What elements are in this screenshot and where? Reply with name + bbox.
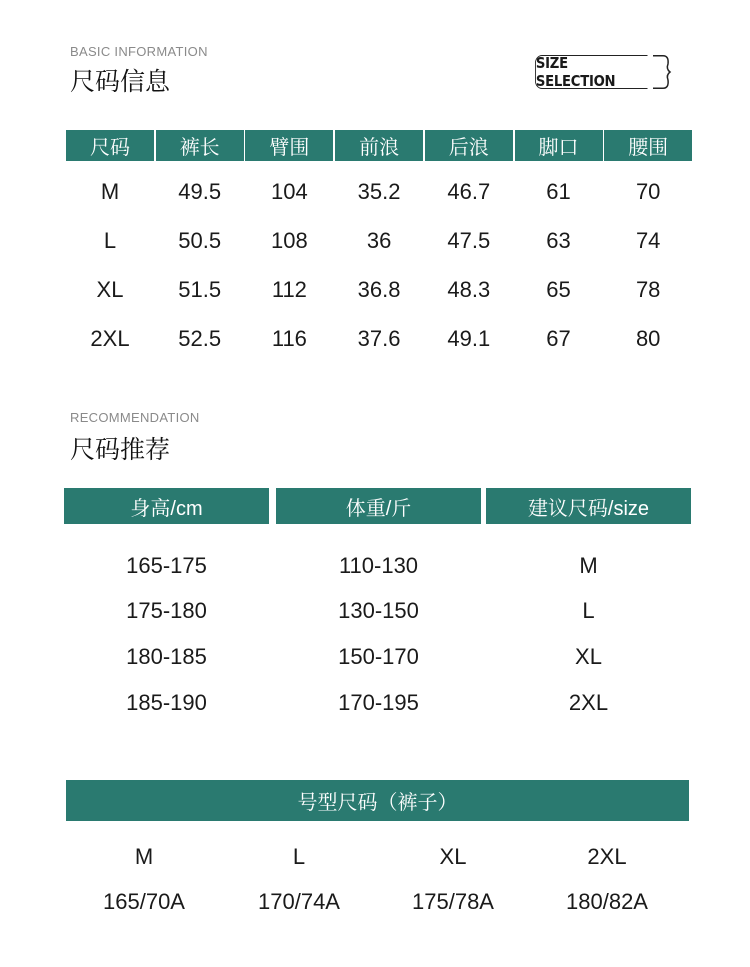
size-table-cell: 49.1 (447, 326, 491, 351)
size-table-cell: 49.5 (178, 179, 222, 204)
model-size-code: 170/74A (258, 889, 340, 914)
size-table-header: 臂围 (245, 130, 333, 161)
size-table-header: 前浪 (335, 130, 423, 161)
recommend-eyebrow: RECOMMENDATION (70, 410, 200, 425)
size-table-cell: 48.3 (447, 277, 491, 302)
size-table-cell: 52.5 (178, 326, 222, 351)
size-table-cell: L (103, 228, 117, 253)
size-table-header: 后浪 (425, 130, 513, 161)
model-size-code: 180/82A (566, 889, 648, 914)
model-size-label: 2XL (587, 844, 627, 869)
size-table-cell: 50.5 (178, 228, 222, 253)
model-size-label: M (134, 844, 154, 869)
size-table-cell: 74 (635, 228, 661, 253)
recommend-table-cell: L (582, 598, 595, 623)
model-size-label: XL (439, 844, 467, 869)
size-table-cell: 63 (546, 228, 571, 253)
recommend-section-title: 尺码推荐 (70, 436, 171, 464)
size-table-cell: 116 (271, 326, 307, 351)
recommend-table-cell: 150-170 (338, 644, 419, 669)
recommend-table-header: 身高/cm (64, 488, 269, 524)
recommend-table-cell: 130-150 (338, 598, 419, 623)
size-table-header: 裤长 (156, 130, 244, 161)
recommend-table-cell: 175-180 (126, 598, 207, 623)
size-table-cell: 112 (271, 277, 307, 302)
recommend-table-cell: 165-175 (126, 553, 207, 578)
size-table-cell: 65 (546, 277, 571, 302)
size-table-cell: 36.8 (357, 277, 401, 302)
recommend-table-cell: M (579, 553, 598, 578)
size-table-header: 尺码 (66, 130, 154, 161)
size-table-header: 腰围 (604, 130, 692, 161)
recommend-table-cell: 170-195 (338, 690, 419, 715)
size-table-cell: 61 (546, 179, 571, 204)
size-table-cell: 51.5 (178, 277, 222, 302)
recommend-table-cell: 185-190 (126, 690, 207, 715)
recommend-table-cell: XL (575, 644, 602, 669)
size-table-cell: M (100, 179, 120, 204)
size-table-cell: 78 (635, 277, 661, 302)
recommend-table-header: 体重/斤 (276, 488, 481, 524)
recommend-table-header: 建议尺码/size (486, 488, 691, 524)
size-table-cell: 36 (366, 228, 392, 253)
size-table-header: 脚口 (515, 130, 603, 161)
size-table-cell: 108 (271, 228, 308, 253)
size-selection-badge: SIZE SELECTION (535, 55, 648, 89)
size-table-cell: 70 (635, 179, 661, 204)
recommend-table-cell: 110-130 (338, 553, 419, 578)
model-size-code: 175/78A (412, 889, 494, 914)
size-table-cell: 104 (271, 179, 308, 204)
recommend-table-cell: 180-185 (126, 644, 207, 669)
model-size-code: 165/70A (103, 889, 185, 914)
recommend-table-cell: 2XL (568, 690, 609, 715)
model-size-header: 号型尺码（裤子） (66, 780, 689, 821)
badge-notch-icon (653, 55, 675, 89)
size-table-cell: 35.2 (357, 179, 401, 204)
size-table-cell: 47.5 (447, 228, 491, 253)
size-table-cell: 80 (635, 326, 661, 351)
size-table-cell: 37.6 (357, 326, 401, 351)
size-table-cell: 2XL (90, 326, 130, 351)
size-table-cell: XL (96, 277, 124, 302)
basic-section-title: 尺码信息 (70, 68, 171, 96)
model-size-label: L (292, 844, 306, 869)
size-table-cell: 46.7 (447, 179, 491, 204)
basic-eyebrow: BASIC INFORMATION (70, 44, 208, 59)
size-table-cell: 67 (546, 326, 571, 351)
